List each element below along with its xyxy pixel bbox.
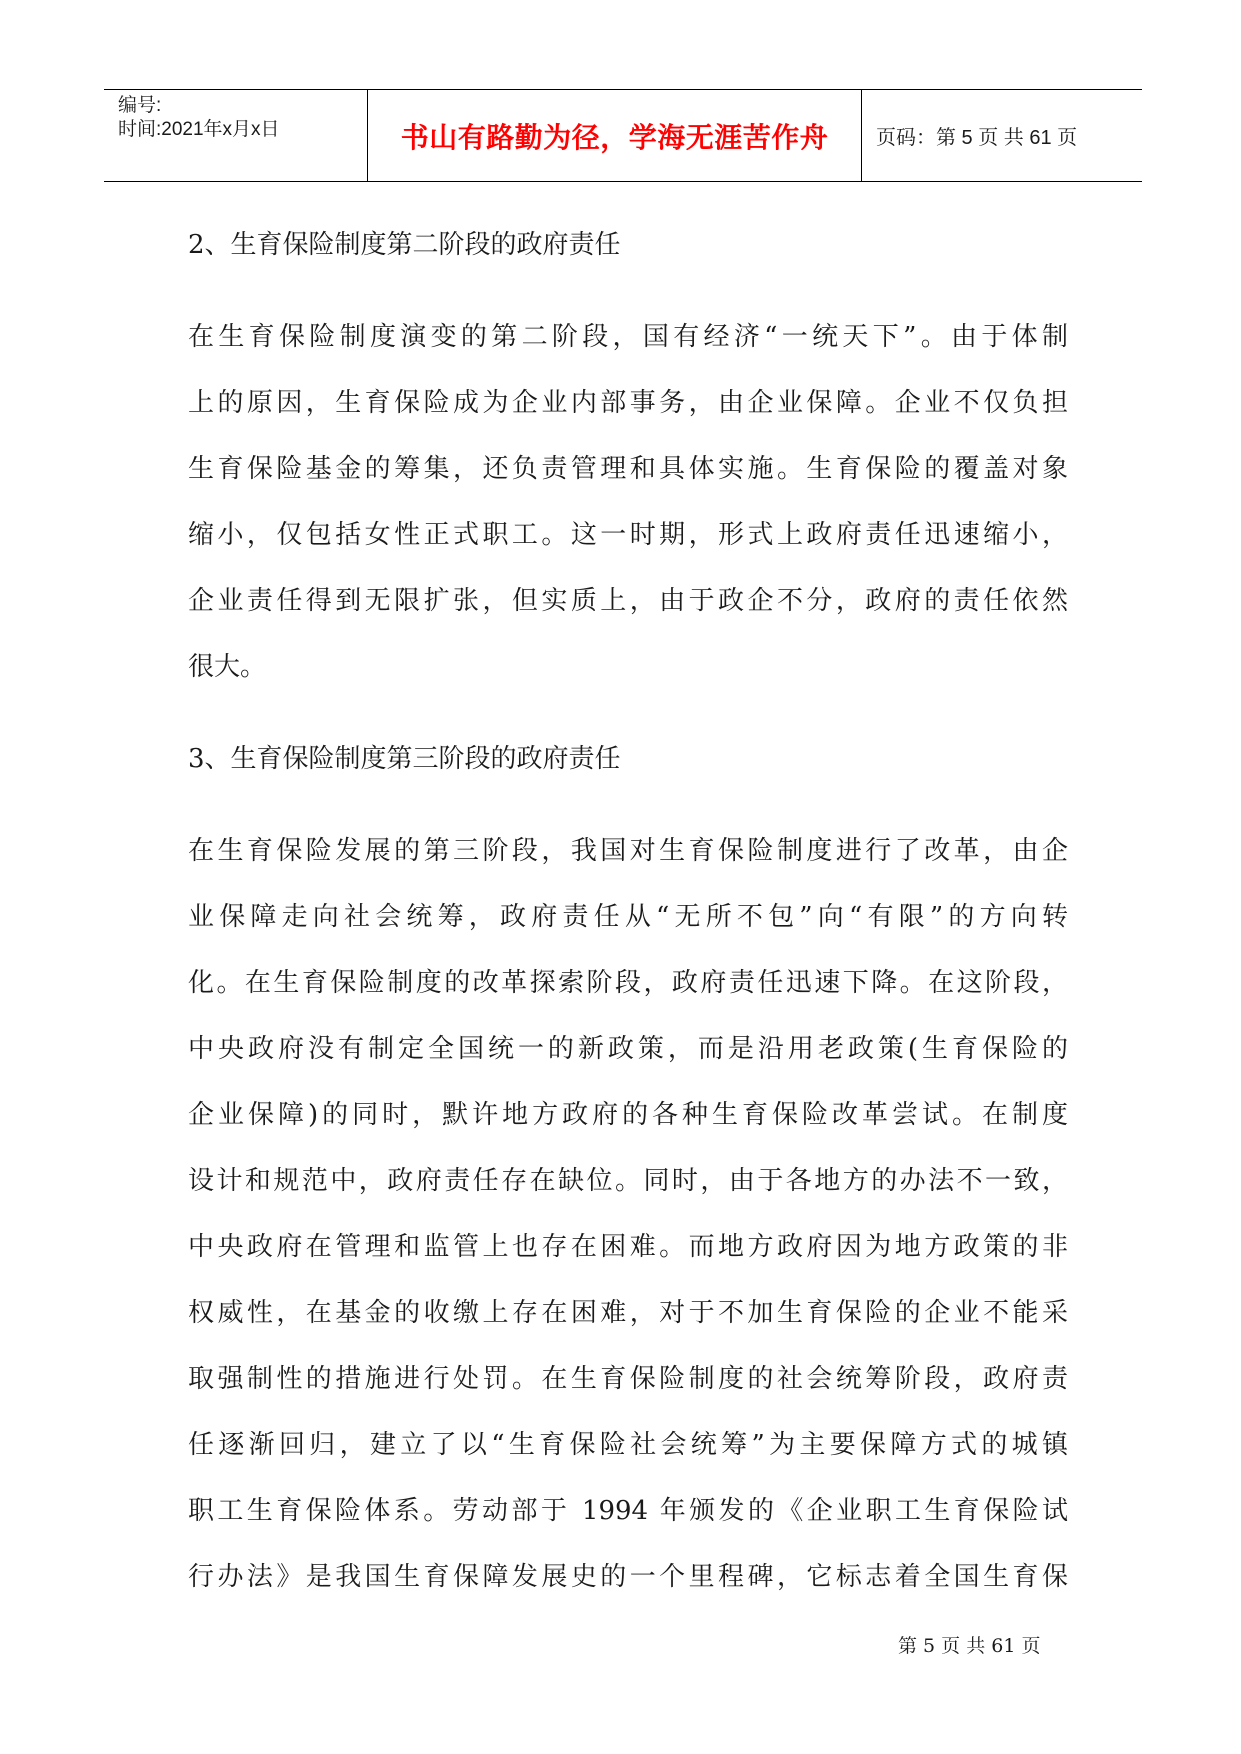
page-footer: 第 5 页 共 61 页: [898, 1635, 1041, 1657]
paragraph-line: 在生育保险制度演变的第二阶段，国有经济“一统天下”。由于体制: [188, 322, 1068, 352]
paragraph-line: 上的原因，生育保险成为企业内部事务，由企业保障。企业不仅负担: [188, 388, 1068, 418]
document-header: [104, 89, 1142, 182]
header-page-code: 页码：第 5 页 共 61 页: [876, 127, 1078, 149]
paragraph-line: 企业责任得到无限扩张，但实质上，由于政企不分，政府的责任依然: [188, 586, 1068, 616]
paragraph-line: 任逐渐回归，建立了以“生育保险社会统筹”为主要保障方式的城镇: [188, 1430, 1068, 1460]
paragraph-line: 设计和规范中，政府责任存在缺位。同时，由于各地方的办法不一致，: [188, 1166, 1068, 1196]
paragraph-line: 职工生育保险体系。劳动部于 1994 年颁发的《企业职工生育保险试: [188, 1496, 1068, 1526]
paragraph-line: 权威性，在基金的收缴上存在困难，对于不加生育保险的企业不能采: [188, 1298, 1068, 1328]
header-meta: [104, 90, 368, 181]
paragraph-stage-3: [188, 818, 1068, 1610]
paragraph-line: 行办法》是我国生育保障发展史的一个里程碑，它标志着全国生育保: [188, 1562, 1068, 1592]
paragraph-stage-2: [188, 304, 1068, 700]
paragraph-line: 化。在生育保险制度的改革探索阶段，政府责任迅速下降。在这阶段，: [188, 968, 1068, 998]
section-heading-3: 3、生育保险制度第三阶段的政府责任: [188, 744, 621, 774]
paragraph-line: 中央政府没有制定全国统一的新政策，而是沿用老政策(生育保险的: [188, 1034, 1068, 1064]
section-heading-2: 2、生育保险制度第二阶段的政府责任: [188, 230, 621, 260]
header-slogan-cell: [368, 90, 862, 181]
time-label: 时间:2021年x月x日: [118, 119, 280, 140]
header-page-code-cell: [862, 90, 1142, 181]
paragraph-line: 很大。: [188, 652, 267, 682]
paragraph-line: 企业保障)的同时，默许地方政府的各种生育保险改革尝试。在制度: [188, 1100, 1068, 1130]
document-body: [188, 212, 1068, 1636]
header-slogan: 书山有路勤为径，学海无涯苦作舟: [400, 120, 829, 154]
paragraph-line: 中央政府在管理和监管上也存在困难。而地方政府因为地方政策的非: [188, 1232, 1068, 1262]
paragraph-line: 缩小，仅包括女性正式职工。这一时期，形式上政府责任迅速缩小，: [188, 520, 1068, 550]
paragraph-line: 在生育保险发展的第三阶段，我国对生育保险制度进行了改革，由企: [188, 836, 1068, 866]
number-label: 编号:: [118, 95, 162, 116]
paragraph-line: 取强制性的措施进行处罚。在生育保险制度的社会统筹阶段，政府责: [188, 1364, 1068, 1394]
paragraph-line: 业保障走向社会统筹，政府责任从“无所不包”向“有限”的方向转: [188, 902, 1068, 932]
paragraph-line: 生育保险基金的筹集，还负责管理和具体实施。生育保险的覆盖对象: [188, 454, 1068, 484]
